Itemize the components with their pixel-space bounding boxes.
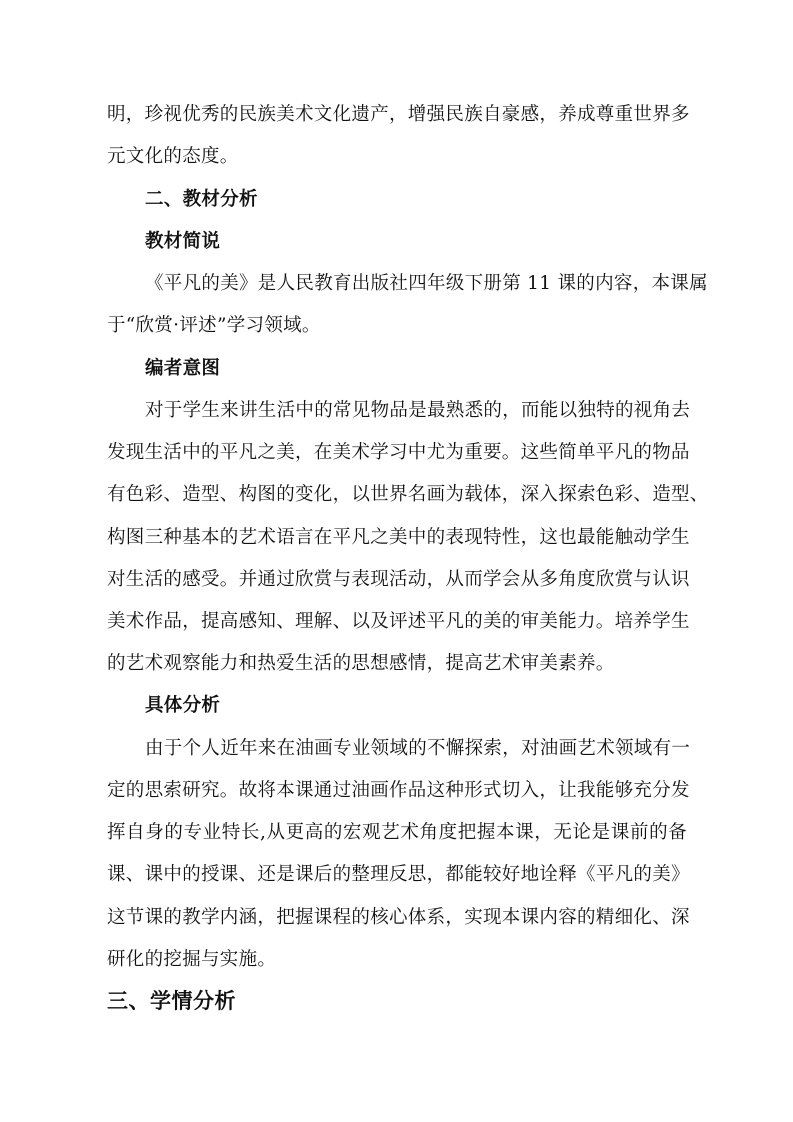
paragraph-line: 挥自身的专业特长,从更高的宏观艺术角度把握本课，无论是课前的备 [107, 822, 687, 843]
paragraph-line: 《平凡的美》是人民教育出版社四年级下册第 11 课的内容，本课属 [145, 273, 708, 294]
paragraph-line: 构图三种基本的艺术语言在平凡之美中的表现特性，这也最能触动学生 [107, 527, 690, 548]
paragraph-line: 研化的挖掘与实施。 [107, 949, 277, 970]
paragraph-line: 有色彩、造型、构图的变化，以世界名画为载体，深入探索色彩、造型、 [107, 484, 709, 505]
paragraph-line: 定的思索研究。故将本课通过油画作品这种形式切入，让我能够充分发 [107, 780, 690, 801]
subheading-editor-intent: 编者意图 [145, 358, 221, 379]
paragraph-line: 对生活的感受。并通过欣赏与表现活动，从而学会从多角度欣赏与认识 [107, 569, 690, 590]
paragraph-line: 美术作品，提高感知、理解、以及评述平凡的美的审美能力。培养学生 [107, 611, 690, 632]
section-heading-student-analysis: 三、学情分析 [107, 988, 236, 1013]
subheading-textbook-overview: 教材简说 [145, 231, 221, 252]
paragraph-line: 明，珍视优秀的民族美术文化遗产，增强民族自豪感，养成尊重世界多 [107, 104, 690, 125]
paragraph-line: 对于学生来讲生活中的常见物品是最熟悉的，而能以独特的视角去 [145, 400, 691, 421]
paragraph-line: 发现生活中的平凡之美，在美术学习中尤为重要。这些简单平凡的物品 [107, 442, 690, 463]
subheading-detailed-analysis: 具体分析 [145, 695, 221, 716]
section-heading-textbook-analysis: 二、教材分析 [145, 189, 258, 210]
paragraph-line: 由于个人近年来在油画专业领域的不懈探索，对油画艺术领域有一 [145, 738, 691, 759]
paragraph-line: 这节课的教学内涵，把握课程的核心体系，实现本课内容的精细化、深 [107, 907, 690, 928]
paragraph-line: 于“欣赏·评述”学习领域。 [107, 315, 321, 336]
paragraph-line: 课、课中的授课、还是课后的整理反思，都能较好地诠释《平凡的美》 [107, 864, 690, 885]
paragraph-line: 元文化的态度。 [107, 146, 239, 167]
paragraph-line: 的艺术观察能力和热爱生活的思想感情，提高艺术审美素养。 [107, 653, 615, 674]
